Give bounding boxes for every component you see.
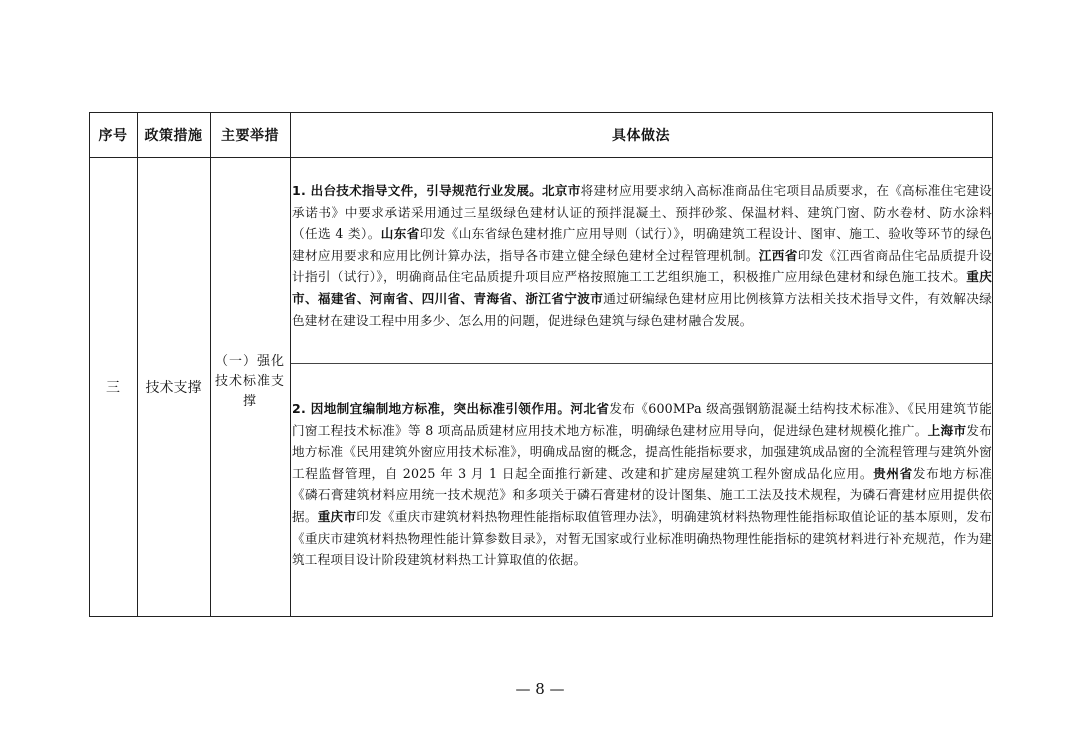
highlight-text: 北京市 xyxy=(542,183,581,198)
practice-item-divider xyxy=(290,363,993,364)
body-text: 通过研编绿色建材应用比例核算方法相关技术指导文件，有效解决绿色建材在建设工程中用多少、怎么用的问题，促进绿色建筑与绿色建材融合发展。 xyxy=(292,290,992,328)
header-policy: 政策措施 xyxy=(144,128,203,144)
table-bottom-border xyxy=(89,616,993,617)
highlight-text: 上海市 xyxy=(927,422,967,438)
body-text: 发布《600MPa 级高强钢筋混凝土结构技术标准》、《民用建筑节能门窗工程技术标准》等 8 项高品质建材应用技术地方标准，明确绿色建材应用导向，促进绿色建材规模化推广。 xyxy=(292,401,992,438)
highlight-text: 2. 因地制宜编制地方标准，突出标准引领作用。 xyxy=(292,401,571,416)
highlight-text: 1. 出台技术指导文件，引导规范行业发展。 xyxy=(292,183,543,198)
body-text: 发布地方标准《民用建筑外窗应用技术标准》，明确成品窗的概念，提高性能指标要求，加强建筑成品窗的全流程管理与建筑外窗工程监督管理，自 2025 年 3 月 1 日起全面推行新建、改建和扩建房屋建筑工程外窗成品化应用。 xyxy=(292,422,992,481)
body-text: 印发《山东省绿色建材推广应用导则（试行）》，明确建筑工程设计、图审、施工、验收等环节的绿色建材应用要求和应用比例计算办法，指导各市建立健全绿色建材全过程管理机制。 xyxy=(292,226,992,263)
header-measure: 主要举措 xyxy=(221,128,279,144)
row-policy: 技术支撑 xyxy=(145,380,202,396)
body-text: 印发《江西省商品住宅品质提升设计指引（试行）》，明确商品住宅品质提升项目应严格按照施工工艺组织施工，积极推广应用绿色建材和绿色施工技术。 xyxy=(292,247,993,285)
row-measure: （一）强化技术标准支撑 xyxy=(214,354,285,409)
header-practice: 具体做法 xyxy=(612,128,670,144)
highlight-text: 江西省 xyxy=(758,247,798,263)
page-number: — 8 — xyxy=(515,680,565,698)
header-index: 序号 xyxy=(98,128,128,144)
highlight-text: 重庆市 xyxy=(317,508,357,524)
header-bottom-border xyxy=(89,157,993,158)
highlight-text: 河北省 xyxy=(570,401,610,416)
body-text: 印发《重庆市建筑材料热物理性能指标取值管理办法》，明确建筑材料热物理性能指标取值论证的基本原则，发布《重庆市建筑材料热物理性能计算参数目录》，对暂无国家或行业标准明确热物理性能指标的建筑材料进行补充规范，作为建筑工程项目设计阶段建筑材料热工计算取值的依据。 xyxy=(292,508,992,568)
highlight-text: 山东省 xyxy=(380,226,420,242)
col-divider-2 xyxy=(210,112,211,617)
col-divider-1 xyxy=(137,112,138,617)
table-left-border xyxy=(89,112,90,617)
row-index: 三 xyxy=(106,380,120,396)
body-text: 发布地方标准《磷石膏建筑材料应用统一技术规范》和多项关于磷石膏建材的设计图集、施工工法及技术规程，为磷石膏建材应用提供依据。 xyxy=(292,465,992,524)
practice-item-2 xyxy=(292,398,992,571)
col-divider-3 xyxy=(290,112,291,617)
body-text: 将建材应用要求纳入高标准商品住宅项目品质要求，在《高标准住宅建设承诺书》中要求承诺采用通过三星级绿色建材认证的预拌混凝土、预拌砂浆、保温材料、建筑门窗、防水卷材、防水涂料（任选 4 类）。 xyxy=(292,183,992,242)
highlight-text: 贵州省 xyxy=(873,465,913,481)
highlight-text: 重庆市、福建省、河南省、四川省、青海省、浙江省宁波市 xyxy=(292,269,993,306)
practice-item-1 xyxy=(292,180,992,331)
table-right-border xyxy=(992,112,993,617)
